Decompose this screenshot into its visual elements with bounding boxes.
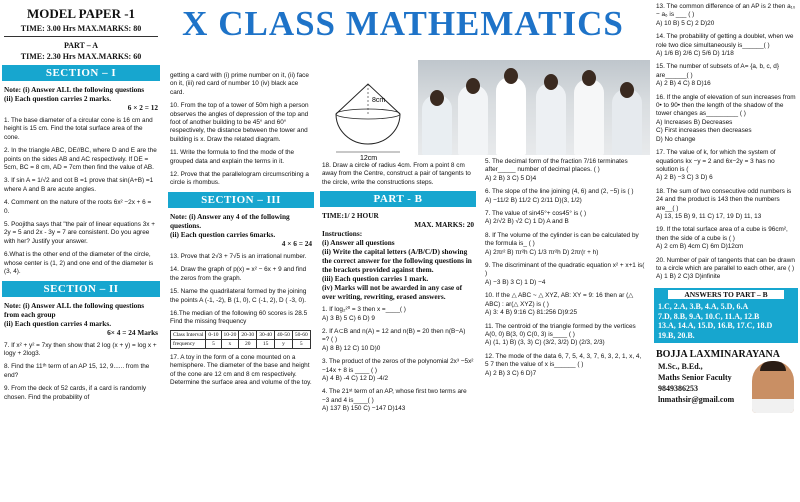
mcq-13: 13. The common difference of an AP is 2 then a₁₀ − a₆ is ___ ( ) bbox=[656, 3, 796, 19]
mcq-14-options: A) 1/6 B) 2/6 C) 5/6 D) 1/18 bbox=[656, 50, 734, 58]
student-figure bbox=[458, 85, 488, 155]
table-cell: 15 bbox=[257, 339, 275, 348]
mcq-8-options: A) 2πr² B) πr²h C) 1/3 πr²h D) 2πr(r + h) bbox=[485, 248, 599, 256]
section-2-note: Note: (i) Answer ALL the following questions from each group bbox=[4, 300, 145, 319]
mcq-16-option-d: D) No change bbox=[656, 135, 696, 143]
student-head bbox=[544, 74, 558, 90]
mcq-12-options: A) 2 B) 3 C) 6 D)7 bbox=[485, 369, 537, 377]
mcq-4-options: A) 137 B) 150 C) −147 D)143 bbox=[322, 405, 406, 413]
divider bbox=[4, 36, 158, 37]
mcq-4: 4. The 21ˢᵗ term of an AP, whose first two terms are −3 and 4 is____( ) bbox=[322, 388, 467, 404]
section-3-marks: 4 × 6 = 24 bbox=[281, 238, 312, 248]
question-17: 17. A toy in the form of a cone mounted on a hemisphere. The diameter of the base and height of the cone are 12 cm and 8 cm respectively. Determine the surface area and volume of the toy. bbox=[170, 353, 312, 386]
student-head bbox=[620, 82, 634, 98]
author-role: Maths Senior Faculty bbox=[658, 373, 732, 383]
table-cell: Class Interval bbox=[171, 330, 206, 339]
answer-key-title: ANSWERS TO PART – B bbox=[668, 290, 784, 300]
question-2: 2. In the triangle ABC, DE//BC, where D and E are the points on the sides AB and AC respectively. If DE = 5cm, BC = 8 cm, AD = 7cm then find the value of AB. bbox=[4, 147, 157, 172]
question-18: 18. Draw a circle of radius 4cm. From a point 8 cm away from the Centre, construct a pair of tangents to the circle, write the constructions steps. bbox=[322, 162, 471, 186]
section-1-banner: SECTION – I bbox=[2, 65, 160, 81]
question-11: 11. Write the formula to find the mode of the grouped data and explain the terms in it. bbox=[170, 149, 295, 165]
section-2-marks: 6× 4 = 24 Marks bbox=[107, 327, 158, 337]
question-9-continued: getting a card with (i) prime number on it, (ii) face on it, (iii) red card of number 10 (iv) black ace card. bbox=[170, 72, 309, 96]
question-3: 3. If sin A = 1/√2 and cot B =1 prove that sin(A+B) =1 where A and B are acute angles. bbox=[4, 177, 154, 193]
mcq-11: 11. The centroid of the triangle formed by the vertices A(0, 0) B(3, 0) C(0, 3) is____ ( ) bbox=[485, 322, 636, 338]
author-qualification: M.Sc., B.Ed., bbox=[658, 362, 703, 372]
avatar bbox=[752, 361, 794, 413]
mcq-3-options: A) 4 B) -4 C) 12 D) -4/2 bbox=[322, 375, 389, 383]
mcq-19-options: A) 2 cm B) 4cm C) 6m D)12cm bbox=[656, 243, 744, 251]
section-1-note: Note: (i) Answer ALL the following questions bbox=[4, 85, 145, 94]
mcq-1: 1. If log₂²⁰ = 3 then x =____( ) bbox=[322, 306, 406, 314]
mcq-1-options: A) 3 B) 5 C) 6 D) 9 bbox=[322, 314, 375, 322]
mcq-6-options: A) −11/2 B) 11/2 C) 2/11 D)(3, 1/2) bbox=[485, 196, 582, 204]
section-3-note: Note: (i) Answer any 4 of the following questions. bbox=[170, 211, 290, 230]
mcq-7: 7. The value of sin45°+ cos45° is ( ) bbox=[485, 210, 587, 218]
question-9: 9. From the deck of 52 cards, if a card is randomly chosen. Find the probability of bbox=[4, 385, 147, 401]
question-1: 1. The base diameter of a circular cone is 16 cm and height is 15 cm. Find the total surface area of the cone. bbox=[4, 117, 153, 141]
student-head bbox=[466, 78, 480, 94]
student-figure bbox=[612, 89, 642, 155]
part-a-time: TIME: 2.30 Hrs MAX.MARKS: 60 bbox=[20, 52, 142, 61]
section-1-marks: 6 × 2 = 12 bbox=[127, 103, 158, 112]
instruction-1: (i) Answer all questions bbox=[322, 238, 395, 248]
height-label: 8cm bbox=[372, 97, 386, 104]
mcq-10: 10. If the △ ABC ~ △ XYZ, AB: XY = 9: 16 then ar (△ ABC) : ar(△ XYZ) is ( ) bbox=[485, 292, 634, 308]
answer-key-row: 1.C, 2.A, 3.B, 4.A, 5.D, 6.A bbox=[658, 302, 749, 312]
answer-key-row: 7.D, 8.B, 9.A, 10.C, 11.A, 12.B bbox=[658, 311, 760, 321]
part-a-label: PART – A bbox=[63, 41, 99, 50]
table-cell: x bbox=[221, 339, 239, 348]
table-cell: 10-20 bbox=[221, 330, 239, 339]
question-8: 8. Find the 11ᵗʰ term of an AP 15, 12, 9...... from the end? bbox=[4, 363, 150, 379]
instruction-2: (ii) Write the capital letters (A/B/C/D) showing the correct answer for the following questions in the brackets provided against them. bbox=[322, 247, 472, 275]
mcq-13-options: A) 10 B) 5 C) 2 D)20 bbox=[656, 19, 715, 27]
model-paper-title: MODEL PAPER -1 bbox=[26, 6, 136, 21]
part-b-time: TIME:1/ 2 HOUR bbox=[322, 211, 379, 221]
table-cell: 0-10 bbox=[206, 330, 221, 339]
time-marks-line: TIME: 3.00 Hrs MAX.MARKS: 80 bbox=[20, 24, 142, 33]
mcq-16: 16. If the angle of elevation of sun increases from 0• to 90• then the length of the shadow of the tower changes as_________ ( ) bbox=[656, 93, 796, 118]
column-3 bbox=[318, 162, 478, 502]
question-16: 16.The median of the following 60 scores is 28.5 Find the missing frequency bbox=[170, 309, 308, 326]
question-14: 14. Draw the graph of p(x) = x² − 6x + 9 and find the zeros from the graph. bbox=[170, 266, 307, 282]
table-cell: frequency bbox=[171, 339, 206, 348]
table-cell: 5 bbox=[206, 339, 221, 348]
section-2-note-b: (ii) Each question carries 4 marks. bbox=[4, 318, 112, 328]
mcq-15: 15. The number of subsets of A= {a, b, c, d} are______( ) bbox=[656, 63, 779, 79]
mcq-6: 6. The slope of the line joining (4, 6) and (2, −5) is ( ) bbox=[485, 188, 634, 196]
mcq-2-options: A) 8 B) 12 C) 10 D)0 bbox=[322, 344, 381, 352]
diameter-label: 12cm bbox=[360, 155, 378, 162]
mcq-9: 9. The discriminant of the quadratic equation x² + x+1 is( ) bbox=[485, 262, 645, 278]
column-4 bbox=[481, 158, 649, 502]
student-figure bbox=[496, 77, 526, 155]
mcq-18: 18. The sum of two consecutive odd numbers is 24 and the product is 143 then the numbers are__( ) bbox=[656, 187, 792, 212]
column-1 bbox=[0, 0, 162, 502]
mcq-18-options: A) 13, 15 B) 9, 11 C) 17, 19 D) 11, 13 bbox=[656, 212, 762, 220]
instructions-heading: Instructions: bbox=[322, 229, 363, 239]
table-row bbox=[171, 339, 311, 348]
author-email: lnmathsir@gmail.com bbox=[658, 395, 735, 405]
mcq-8: 8. If The volume of the cylinder is can be calculated by the formula is_ ( ) bbox=[485, 231, 639, 248]
question-10: 10. From the top of a tower of 50m high a person observes the angles of depression of the top and foot of another building to be 45° and 60° respectively, the distance between the tower and building is x. Draw the related diagram. bbox=[170, 102, 309, 143]
column-2 bbox=[166, 72, 316, 502]
author-block bbox=[652, 343, 800, 404]
part-b-marks: MAX. MARKS: 20 bbox=[414, 220, 474, 230]
question-5: 5. Poojitha says that "the pair of linear equations 3x + 2y = 5 and 2x - 3y = 7 are consistent. Do you agree with her? Justify your answer. bbox=[4, 221, 155, 245]
author-name: BOJJA LAXMINARAYANA bbox=[656, 349, 780, 361]
question-12: 12. Prove that the parallelogram circumscribing a circle is rhombus. bbox=[170, 171, 309, 187]
answer-key-box bbox=[654, 288, 798, 344]
mcq-14: 14. The probability of getting a doublet, when we role two dice simultaneously is______( ) bbox=[656, 33, 794, 49]
section-2-banner: SECTION – II bbox=[2, 281, 160, 297]
table-cell: 50-60 bbox=[292, 330, 310, 339]
section-3-note-b: (ii) Each question carries 6marks. bbox=[170, 229, 276, 239]
section-1-note-b: (ii) Each question carries 2 marks. bbox=[4, 94, 112, 103]
table-header-row bbox=[171, 330, 311, 339]
question-13: 13. Prove that 2√3 + 7√5 is an irrational number. bbox=[170, 252, 307, 260]
author-phone: 9849386253 bbox=[658, 384, 698, 394]
cone-hemisphere-diagram bbox=[322, 72, 414, 162]
students-photo bbox=[418, 60, 650, 155]
table-cell: 40-50 bbox=[275, 330, 293, 339]
mcq-17-options: A) 2 B) −3 C) 3 D) 6 bbox=[656, 174, 713, 182]
table-cell: 5 bbox=[292, 339, 310, 348]
mcq-15-options: A) 2 B) 4 C) 8 D)16 bbox=[656, 80, 711, 88]
column-5 bbox=[652, 0, 800, 502]
mcq-19: 19. If the total surface area of a cube is 96cm², then the side of a cube is ( ) bbox=[656, 226, 788, 242]
mcq-7-options: A) 2/√2 B) √2 C) 1 D) A and B bbox=[485, 218, 569, 226]
mcq-17: 17. The value of k, for which the system of equations kx −y = 2 and 6x−2y = 3 has no solution is ( bbox=[656, 149, 776, 173]
frequency-table bbox=[170, 330, 311, 349]
mcq-5: 5. The decimal form of the fraction 7/16 terminates after_____ number of decimal places. ( ) bbox=[485, 158, 628, 174]
table-cell: 20-30 bbox=[239, 330, 257, 339]
student-head bbox=[504, 68, 518, 84]
question-7: 7. If x² + y² = 7xy then show that 2 log (x + y) = log x + logy + 2log3. bbox=[4, 341, 157, 357]
mcq-16-option-c: C) First increases then decreases bbox=[656, 127, 752, 135]
mcq-11-options: A) (1, 1) B) (3, 3) C) (3/2, 3/2) D) (2/3, 2/3) bbox=[485, 339, 605, 347]
question-6: 6.What is the other end of the diameter of the circle, whose center is (1, 2) and one end of the diameter is (3, 4). bbox=[4, 251, 154, 276]
mcq-2: 2. If A⊂B and n(A) = 12 and n(B) = 20 then n(B−A) =? ( ) bbox=[322, 328, 466, 344]
mcq-10-options: A) 3: 4 B) 9:16 C) 81:256 D)9:25 bbox=[485, 309, 578, 317]
instruction-3: (iii) Each question carries 1 mark. bbox=[322, 274, 429, 284]
student-head bbox=[430, 90, 444, 106]
part-b-banner: PART - B bbox=[320, 191, 476, 207]
student-figure bbox=[536, 83, 566, 155]
question-15: 15. Name the quadrilateral formed by the joining the points A (-1, -2), B (1, 0), C (-1, 2), D ( -3, 0). bbox=[170, 288, 307, 304]
table-cell: 30-40 bbox=[257, 330, 275, 339]
mcq-5-options: A) 2 B) 3 C) 5 D)4 bbox=[485, 174, 537, 182]
student-figure bbox=[574, 79, 604, 155]
instruction-4: (iv) Marks will not be awarded in any case of over writing, rewriting, erased answers. bbox=[322, 283, 463, 302]
mcq-20-options: A) 1 B) 2 C)3 D)infinite bbox=[656, 273, 721, 281]
table-cell: 20 bbox=[239, 339, 257, 348]
question-4: 4. Comment on the nature of the roots 6x² −2x + 6 = 0. bbox=[4, 199, 152, 215]
mcq-9-options: A) −3 B) 3 C) 1 D) −4 bbox=[485, 278, 546, 286]
table-cell: y bbox=[275, 339, 293, 348]
mcq-12: 12. The mode of the data 6, 7, 5, 4, 3, 7, 6, 3, 2, 1, x, 4, 5 7 then the value of x is______ ( ) bbox=[485, 352, 642, 369]
mcq-16-option-a: A) Increases B) Decreases bbox=[656, 118, 733, 126]
student-head bbox=[582, 70, 596, 86]
mcq-3: 3. The product of the zeros of the polynomial 2x³ −5x² −14x + 8 is ____ ( ) bbox=[322, 358, 474, 374]
page-title: X CLASS MATHEMATICS bbox=[182, 4, 624, 43]
answer-key-row: 19.B, 20.B. bbox=[658, 330, 695, 340]
mcq-20: 20. Number of pair of tangents that can be drawn to a circle which are parallel to each other, are ( ) bbox=[656, 256, 795, 272]
section-3-banner: SECTION – III bbox=[168, 192, 314, 208]
answer-key-row: 13.A, 14.A, 15.D, 16.B, 17.C, 18.D bbox=[658, 321, 773, 331]
